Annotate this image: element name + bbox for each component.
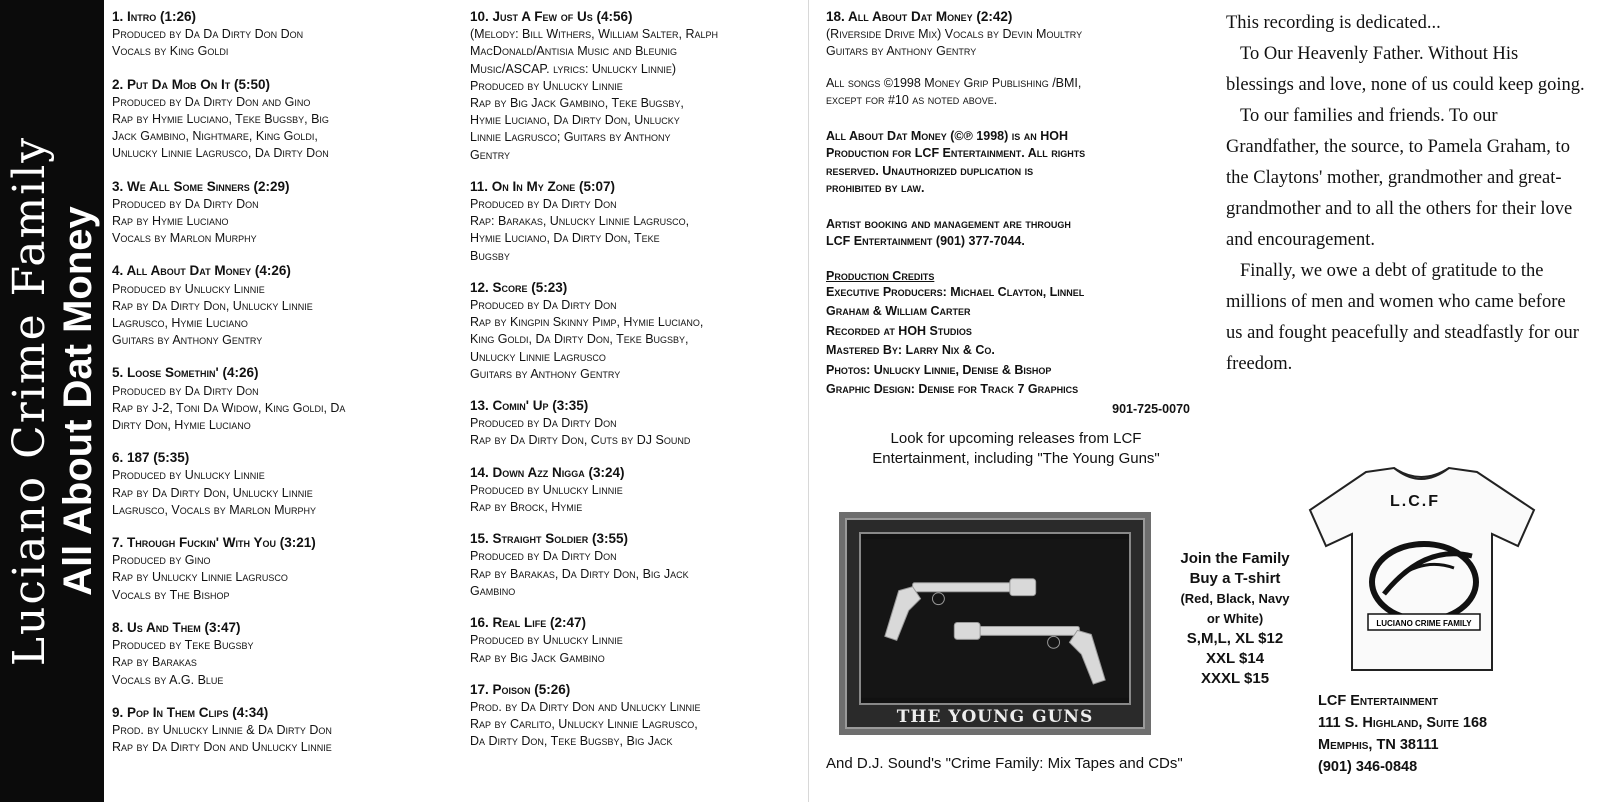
- track-credit: Rap by Carlito, Unlucky Linnie Lagrusco,: [470, 717, 698, 732]
- track-credit: Produced by Da Dirty Don and Gino: [112, 94, 311, 109]
- young-guns-poster: [839, 512, 1151, 735]
- track-credit: Produced by Da Da Dirty Don Don: [112, 27, 304, 42]
- track-credit: Unlucky Linnie Lagrusco: [470, 349, 606, 364]
- production-line: prohibited by law.: [826, 181, 925, 196]
- track-credit: Rap by Hymie Luciano: [112, 214, 229, 229]
- track-credit: Unlucky Linnie Lagrusco, Da Dirty Don: [112, 146, 329, 161]
- dedication-paragraph: This recording is dedicated...: [1226, 13, 1441, 33]
- track-credit: Produced by Da Dirty Don: [470, 549, 617, 564]
- track-credit: Rap by Da Dirty Don, Unlucky Linnie: [112, 298, 313, 313]
- tshirt-lcf-label: L.C.F: [1390, 493, 1440, 510]
- track-credit: Rap by Hymie Luciano, Teke Bugsby, Big: [112, 112, 329, 127]
- dedication-paragraph: Finally, we owe a debt of gratitude to the millions of men and women who came before us and fought peacefully and steadfastly for our freedom.: [1226, 261, 1579, 374]
- credits-line: Executive Producers: Michael Clayton, Linnel: [826, 284, 1085, 299]
- price-line: XXXL $15: [1200, 670, 1270, 687]
- lcf-address: [1318, 690, 1487, 778]
- track-credit: Produced by Da Dirty Don: [470, 416, 617, 431]
- production-line: Production for LCF Entertainment. All rights: [826, 146, 1086, 161]
- track-credit: Bugsby: [470, 248, 510, 263]
- credits-line: Graham & William Carter: [826, 304, 971, 319]
- track-credit: Produced by Da Dirty Don: [470, 197, 617, 212]
- track-credit: Rap by Barakas, Da Dirty Don, Big Jack: [470, 566, 689, 581]
- track-item: [112, 619, 452, 689]
- track-18: [826, 8, 1206, 61]
- track-title: 8. Us And Them (3:47): [112, 619, 241, 635]
- track-credit: Produced by Unlucky Linnie: [112, 281, 265, 296]
- track-item: [470, 464, 800, 517]
- upcoming-line: Look for upcoming releases from LCF: [890, 430, 1142, 448]
- track-title: 7. Through Fuckin' With You (3:21): [112, 535, 316, 551]
- track-title: 1. Intro (1:26): [112, 9, 197, 24]
- credits-column: [826, 8, 1206, 469]
- track-credit: (Melody: Bill Withers, William Salter, Ralph: [470, 27, 719, 42]
- track-credit: Guitars by Anthony Gentry: [112, 333, 263, 348]
- address-line: LCF Entertainment: [1318, 693, 1439, 709]
- track-credit: Gentry: [470, 147, 511, 162]
- track-credit: MacDonald/Antisia Music and Bleunig: [470, 44, 677, 59]
- credits-phone: 901-725-0070: [1112, 401, 1190, 416]
- track-credit: Produced by Unlucky Linnie: [112, 468, 265, 483]
- track-credit: Linnie Lagrusco; Guitars by Anthony: [470, 130, 671, 145]
- track-credit: Produced by Unlucky Linnie: [470, 78, 623, 93]
- tshirt-ribbon: LUCIANO CRIME FAMILY: [1376, 619, 1472, 628]
- dedication-paragraph: To our families and friends. To our Grandfather, the source, to Pamela Graham, to the Claytons' mother, grandmother and great-grandmother and to all the others for their love and encouragement.: [1226, 106, 1573, 250]
- track-title: 15. Straight Soldier (3:55): [470, 531, 629, 547]
- track-item: [112, 449, 452, 519]
- track-title: 10. Just A Few of Us (4:56): [470, 9, 633, 24]
- track-credit: Rap by Da Dirty Don, Cuts by DJ Sound: [470, 433, 691, 448]
- track-credit: Hymie Luciano, Da Dirty Don, Teke: [470, 231, 660, 246]
- tracklist-column-1: [112, 8, 452, 771]
- track-title: 9. Pop In Them Clips (4:34): [112, 704, 269, 720]
- track-credit: Rap by Da Dirty Don, Unlucky Linnie: [112, 485, 313, 500]
- production-credits: [826, 269, 1206, 420]
- track-title: 4. All About Dat Money (4:26): [112, 263, 291, 279]
- track-title: 18. All About Dat Money (2:42): [826, 9, 1013, 24]
- track-credit: Rap by Unlucky Linnie Lagrusco: [112, 570, 288, 585]
- track-item: [112, 704, 452, 757]
- track-title: 2. Put Da Mob On It (5:50): [112, 76, 271, 92]
- dedication-paragraph: To Our Heavenly Father. Without His blessings and love, none of us could keep going.: [1226, 44, 1585, 95]
- track-credit: Rap by Da Dirty Don and Unlucky Linnie: [112, 740, 332, 755]
- credits-line: Photos: Unlucky Linnie, Denise & Bishop: [826, 362, 1052, 377]
- track-credit: Produced by Da Dirty Don: [112, 196, 259, 211]
- track-credit: Rap by Kingpin Skinny Pimp, Hymie Luciano,: [470, 315, 704, 330]
- spine-text: [4, 136, 100, 666]
- track-item: [470, 279, 800, 383]
- track-credit: Vocals by Marlon Murphy: [112, 231, 257, 246]
- address-line: (901) 346-0848: [1318, 759, 1418, 775]
- offer-line: Buy a T-shirt: [1189, 570, 1281, 587]
- track-credit: Rap by Big Jack Gambino: [470, 650, 605, 665]
- track-credit: Produced by Da Dirty Don: [470, 298, 617, 313]
- track-item: [470, 8, 800, 164]
- price-line: S,M,L, XL $12: [1186, 630, 1284, 647]
- track-credit: Dirty Don, Hymie Luciano: [112, 418, 251, 433]
- track-credit: Produced by Teke Bugsby: [112, 638, 254, 653]
- track-title: 16. Real Life (2:47): [470, 615, 587, 631]
- track-credit: Vocals by King Goldi: [112, 44, 229, 59]
- track-credit: Rap by J-2, Toni Da Widow, King Goldi, Da: [112, 400, 346, 415]
- track-credit: Produced by Unlucky Linnie: [470, 482, 623, 497]
- track-credit: Jack Gambino, Nightmare, King Goldi,: [112, 129, 318, 144]
- poster-image: [859, 532, 1131, 705]
- panel-divider: [808, 0, 809, 802]
- production-notice: [826, 128, 1206, 198]
- track-credit: Gambino: [470, 583, 516, 598]
- track-credit: Produced by Da Dirty Don: [112, 383, 259, 398]
- track-credit: Produced by Unlucky Linnie: [470, 633, 623, 648]
- track-item: [112, 178, 452, 248]
- dedication: [1226, 8, 1586, 380]
- track-title: 13. Comin' Up (3:35): [470, 398, 589, 414]
- album-title: All About Dat Money: [56, 206, 100, 596]
- booking-line: Artist booking and management are through: [826, 216, 1071, 231]
- track-credit: (Riverside Drive Mix) Vocals by Devin Moultry: [826, 27, 1083, 42]
- price-line: XXL $14: [1205, 650, 1265, 667]
- track-item: [112, 262, 452, 349]
- track-item: [112, 76, 452, 163]
- spine: [0, 0, 104, 802]
- track-credit: Rap by Barakas: [112, 655, 197, 670]
- track-item: [112, 534, 452, 604]
- track-credit: Rap: Barakas, Unlucky Linnie Lagrusco,: [470, 214, 690, 229]
- track-title: 12. Score (5:23): [470, 279, 568, 295]
- mixtapes-note: And D.J. Sound's "Crime Family: Mix Tapes and CDs": [826, 755, 1183, 772]
- track-credit: Prod. by Da Dirty Don and Unlucky Linnie: [470, 699, 701, 714]
- track-item: [470, 681, 800, 751]
- tracklist-column-2: [470, 8, 800, 765]
- band-name: Luciano Crime Family: [4, 135, 55, 667]
- track-credit: Guitars by Anthony Gentry: [826, 44, 977, 59]
- booking-notice: [826, 216, 1206, 251]
- track-title: 14. Down Azz Nigga (3:24): [470, 464, 625, 480]
- track-credit: Lagrusco, Vocals by Marlon Murphy: [112, 502, 317, 517]
- track-item: [112, 8, 452, 61]
- copyright-notice: [826, 75, 1206, 110]
- track-credit: Rap by Brock, Hymie: [470, 500, 583, 515]
- booking-line: LCF Entertainment (901) 377-7044.: [826, 234, 1025, 249]
- address-line: 111 S. Highland, Suite 168: [1318, 715, 1488, 731]
- credits-heading: Production Credits: [826, 268, 935, 283]
- track-credit: Vocals by A.G. Blue: [112, 672, 224, 687]
- track-item: [470, 530, 800, 600]
- offer-line: Join the Family: [1180, 550, 1290, 567]
- poster-caption: THE YOUNG GUNS: [896, 707, 1094, 727]
- track-item: [470, 178, 800, 265]
- production-line: reserved. Unauthorized duplication is: [826, 163, 1034, 178]
- credits-line: Graphic Design: Denise for Track 7 Graphics: [826, 382, 1079, 397]
- track-item: [470, 397, 800, 450]
- revolvers-icon: [861, 534, 1129, 703]
- track-credit: Vocals by The Bishop: [112, 587, 230, 602]
- upcoming-releases: [826, 429, 1206, 469]
- track-credit: King Goldi, Da Dirty Don, Teke Bugsby,: [470, 332, 689, 347]
- track-credit: Music/ASCAP. lyrics: Unlucky Linnie): [470, 61, 677, 76]
- track-credit: Guitars by Anthony Gentry: [470, 366, 621, 381]
- copyright-line: except for #10 as noted above.: [826, 93, 998, 108]
- address-line: Memphis, TN 38111: [1318, 737, 1439, 753]
- track-title: 3. We All Some Sinners (2:29): [112, 178, 290, 194]
- track-title: 17. Poison (5:26): [470, 681, 571, 697]
- track-credit: Rap by Big Jack Gambino, Teke Bugsby,: [470, 96, 684, 111]
- track-credit: Da Dirty Don, Teke Bugsby, Big Jack: [470, 734, 673, 749]
- track-item: [470, 614, 800, 667]
- track-credit: Prod. by Unlucky Linnie & Da Dirty Don: [112, 722, 332, 737]
- track-title: 5. Loose Somethin' (4:26): [112, 365, 259, 381]
- copyright-line: All songs ©1998 Money Grip Publishing /BMI,: [826, 75, 1082, 90]
- offer-line: (Red, Black, Navy: [1180, 591, 1290, 606]
- track-credit: Produced by Gino: [112, 553, 211, 568]
- track-title: 6. 187 (5:35): [112, 450, 190, 466]
- credits-line: Recorded at HOH Studios: [826, 323, 972, 338]
- track-item: [112, 364, 452, 434]
- track-title: 11. On In My Zone (5:07): [470, 178, 616, 194]
- credits-line: Mastered By: Larry Nix & Co.: [826, 343, 995, 358]
- offer-line: or White): [1206, 611, 1264, 626]
- track-credit: Lagrusco, Hymie Luciano: [112, 316, 248, 331]
- track-credit: Hymie Luciano, Da Dirty Don, Unlucky: [470, 113, 680, 128]
- tshirt-offer: [1160, 549, 1310, 689]
- production-line: All About Dat Money (©℗ 1998) is an HOH: [826, 128, 1068, 143]
- upcoming-line: Entertainment, including "The Young Guns": [872, 450, 1160, 468]
